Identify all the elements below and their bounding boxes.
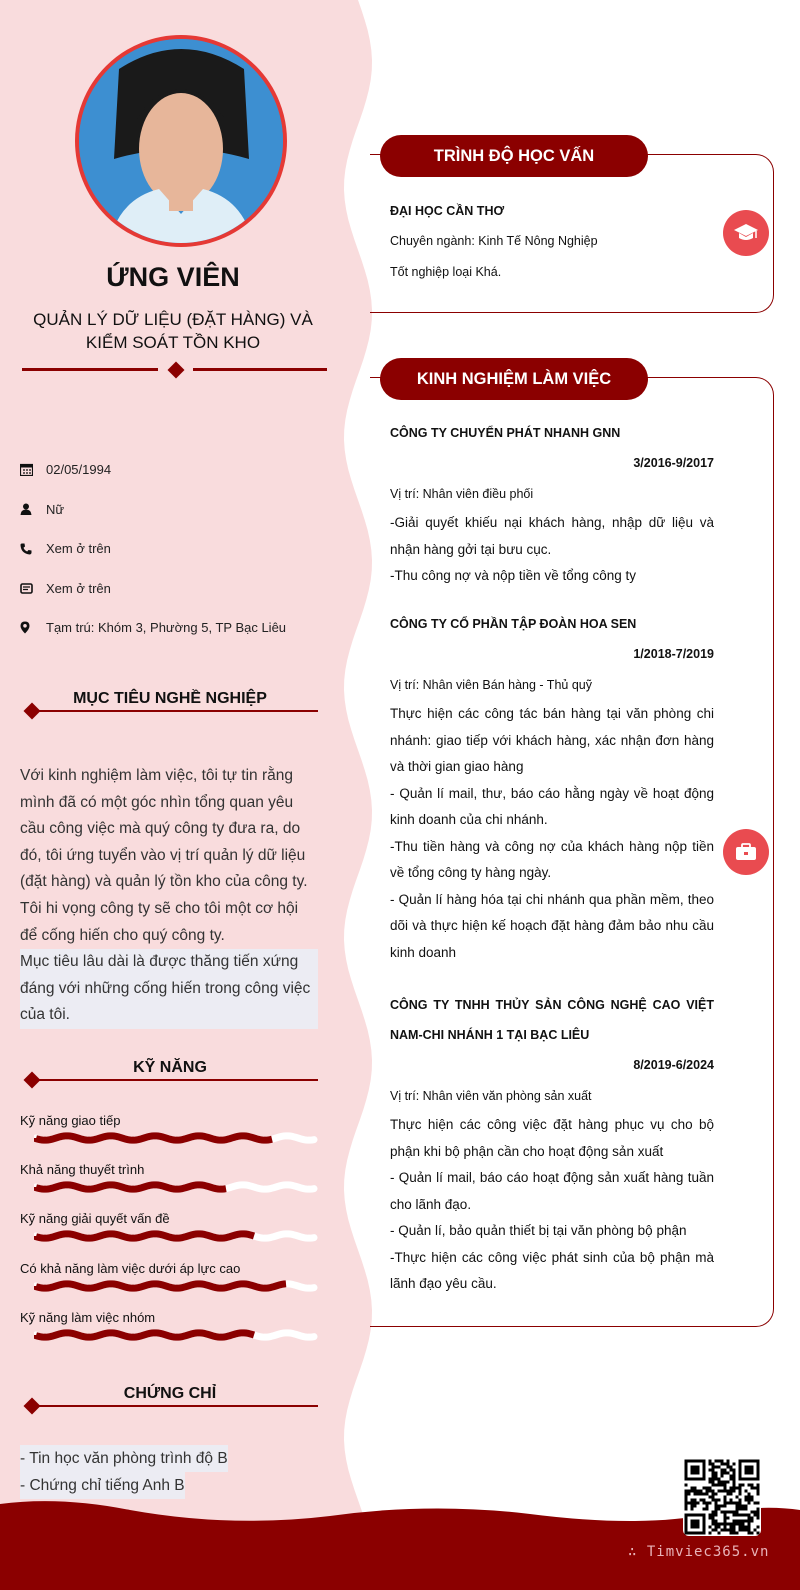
title-divider-right — [193, 368, 327, 371]
certificates-heading — [22, 1385, 318, 1415]
job-date: 8/2019-6/2024 — [633, 1058, 714, 1072]
job-description: -Giải quyết khiếu nại khách hàng, nhập dữ liệu và nhận hàng gởi tại bưu cục. -Thu công nợ và nộp tiền về tổng công ty — [390, 515, 714, 583]
experience-heading: KINH NGHIỆM LÀM VIỆC — [380, 358, 648, 400]
phone-icon — [20, 543, 46, 555]
skill-item — [20, 1310, 320, 1325]
job-company: CÔNG TY CHUYỂN PHÁT NHANH GNN — [390, 426, 621, 440]
skill-item — [20, 1162, 320, 1177]
skill-item — [20, 1261, 320, 1276]
certificates-heading-line — [34, 1405, 318, 1407]
skill-bar-fill — [36, 1185, 226, 1189]
education-major: Chuyên ngành: Kinh Tế Nông Nghiệp — [390, 234, 598, 248]
candidate-name: ỨNG VIÊN — [106, 262, 240, 292]
skill-name: Kỹ năng giải quyết vấn đề — [20, 1211, 170, 1226]
skill-name: Kỹ năng giao tiếp — [20, 1113, 121, 1128]
skill-bar-fill — [36, 1234, 254, 1238]
gender-text: Nữ — [46, 501, 65, 517]
job-position: Vị trí: Nhân viên Bán hàng - Thủ quỹ — [390, 678, 592, 692]
phone-text: Xem ở trên — [46, 541, 111, 557]
skills-heading — [22, 1059, 318, 1089]
email-text: Xem ở trên — [46, 580, 111, 596]
job-position: Vị trí: Nhân viên văn phòng sản xuất — [390, 1089, 592, 1103]
contact-address — [20, 608, 340, 648]
skill-bar-fill — [36, 1136, 272, 1140]
job-description: Thực hiện các công việc đặt hàng phục vụ cho bộ phận khi bộ phận cần cho hoạt động sản xuất - Quản lí mail, báo cáo hoạt động sản xuất hàng tuần cho lãnh đạo. - Quản lí, bảo quản thiết bị tại văn phòng bộ phận -Thực hiện các công việc phát sinh của bộ phận mà lãnh đạo yêu cầu. — [390, 1117, 714, 1291]
job-title: QUẢN LÝ DỮ LIỆU (ĐẶT HÀNG) VÀ KIỂM SOÁT TỒN KHO — [33, 310, 313, 352]
skill-name: Khả năng thuyết trình — [20, 1162, 145, 1177]
skill-item — [20, 1113, 320, 1128]
contact-gender — [20, 490, 340, 530]
user-icon — [20, 503, 46, 515]
qr-code — [683, 1458, 761, 1536]
job-description: Thực hiện các công tác bán hàng tại văn phòng chi nhánh: giao tiếp với khách hàng, xác nhận đơn hàng và thời gian giao hàng - Quản lí mail, thư, báo cáo hằng ngày về hoạt động kinh doanh của chi nhánh. -Thu tiền hàng và công nợ của khách hàng nộp tiền về tổng công ty hàng ngày. - Quản lí hàng hóa tại chi nhánh qua phần mềm, theo dõi và thực hiện kế hoạch đặt hàng đảm bảo nhu cầu kinh doanh — [390, 706, 714, 960]
job-company: CÔNG TY TNHH THỦY SẢN CÔNG NGHỆ CAO VIỆT NAM-CHI NHÁNH 1 TẠI BẠC LIÊU — [390, 998, 714, 1042]
job-date: 3/2016-9/2017 — [633, 456, 714, 470]
job-date: 1/2018-7/2019 — [633, 647, 714, 661]
skill-name: Kỹ năng làm việc nhóm — [20, 1310, 156, 1325]
profile-photo — [75, 35, 287, 247]
contact-email — [20, 569, 340, 609]
job-position: Vị trí: Nhân viên điều phối — [390, 487, 534, 501]
education-school: ĐẠI HỌC CẦN THƠ — [390, 204, 505, 218]
briefcase-icon — [723, 829, 769, 875]
certificates-heading-label: CHỨNG CHỈ — [123, 1385, 217, 1402]
education-content — [390, 196, 714, 288]
job-company: CÔNG TY CỔ PHẦN TẬP ĐOÀN HOA SEN — [390, 617, 637, 631]
skill-level-bar — [34, 1328, 318, 1342]
title-divider-left — [22, 368, 158, 371]
education-grade: Tốt nghiệp loại Khá. — [390, 265, 502, 279]
objective-heading-label: MỤC TIÊU NGHỀ NGHIỆP — [73, 690, 267, 707]
objective-paragraph-long-term: Mục tiêu lâu dài là được thăng tiến xứng đáng với những cống hiến trong công việc của tôi. — [20, 949, 318, 1029]
objective-heading — [22, 690, 318, 720]
brand-watermark: ∴ Timviec365.vn — [628, 1544, 770, 1560]
objective-paragraph: Với kinh nghiệm làm việc, tôi tự tin rằng mình đã có một góc nhìn tổng quan yêu cầu công việc mà quý công ty đưa ra, do đó, tôi ứng tuyển vào vị trí quản lý dữ liệu (đặt hàng) và quản lý tồn kho của công ty. Tôi hi vọng công ty sẽ cho tôi một cơ hội để cống hiến cho quý công ty. — [20, 767, 308, 944]
objective-heading-line — [34, 710, 318, 712]
certificate-item: - Tin học văn phòng trình độ B — [20, 1445, 228, 1472]
birthdate-text: 02/05/1994 — [46, 462, 112, 478]
skill-item — [20, 1211, 320, 1226]
skill-level-bar — [34, 1279, 318, 1293]
address-text: Tạm trú: Khóm 3, Phường 5, TP Bạc Liêu — [46, 620, 287, 636]
skill-level-bar — [34, 1131, 318, 1145]
calendar-icon — [20, 463, 46, 476]
email-icon — [20, 583, 46, 594]
job-entry — [390, 418, 714, 590]
skill-bar-fill — [36, 1284, 286, 1288]
certificate-item: - Chứng chỉ tiếng Anh B — [20, 1472, 185, 1499]
skills-heading-line — [34, 1079, 318, 1081]
contact-list — [20, 450, 340, 648]
location-icon — [20, 621, 46, 634]
contact-birthdate — [20, 450, 340, 490]
contact-phone — [20, 529, 340, 569]
education-heading: TRÌNH ĐỘ HỌC VẤN — [380, 135, 648, 177]
skills-heading-label: KỸ NĂNG — [133, 1059, 207, 1076]
job-entry — [390, 609, 714, 966]
skill-name: Có khả năng làm việc dưới áp lực cao — [20, 1261, 241, 1276]
skill-level-bar — [34, 1180, 318, 1194]
graduation-cap-icon — [723, 210, 769, 256]
certificates-list — [20, 1445, 228, 1499]
objective-text — [20, 763, 318, 1029]
job-entry — [390, 990, 714, 1298]
skill-level-bar — [34, 1229, 318, 1243]
skill-bar-fill — [36, 1333, 254, 1337]
